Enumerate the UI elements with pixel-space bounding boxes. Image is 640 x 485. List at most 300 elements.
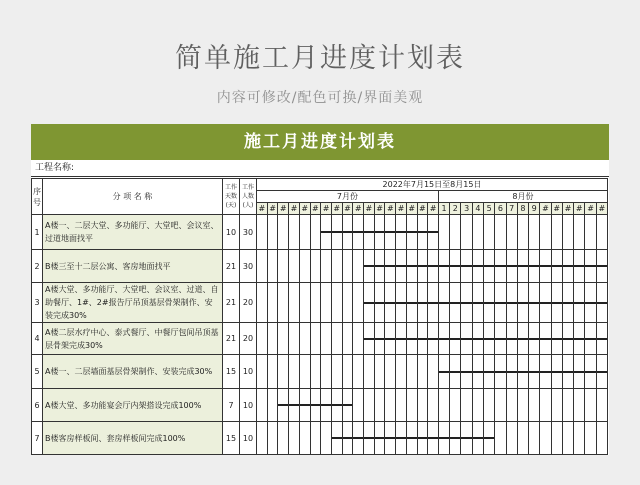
gantt-cell[interactable] [321, 389, 332, 422]
row-work-days-cell[interactable]: 10 [223, 215, 240, 250]
row-work-days-cell[interactable] [223, 455, 240, 456]
gantt-cell[interactable] [495, 250, 506, 283]
gantt-cell[interactable] [342, 323, 353, 355]
row-item-name-cell[interactable]: A楼大堂、多功能厅、大堂吧、会议室、过道、自助餐厅、1#、2#报告厅吊顶基层骨架制作、安装完成30% [43, 283, 223, 323]
gantt-cell[interactable] [562, 455, 573, 456]
gantt-cell[interactable] [596, 455, 607, 456]
gantt-cell[interactable] [406, 283, 417, 323]
gantt-cell[interactable] [299, 250, 310, 283]
gantt-cell[interactable] [585, 389, 596, 422]
gantt-cell[interactable] [529, 455, 540, 456]
gantt-cell[interactable] [331, 422, 342, 455]
gantt-cell[interactable] [472, 389, 483, 422]
gantt-cell[interactable] [517, 455, 528, 456]
gantt-cell[interactable] [364, 215, 375, 250]
gantt-cell[interactable] [585, 250, 596, 283]
gantt-cell[interactable] [506, 455, 517, 456]
gantt-cell[interactable] [438, 283, 449, 323]
gantt-cell[interactable] [551, 283, 562, 323]
gantt-progress-bar [596, 302, 607, 304]
gantt-cell[interactable] [267, 323, 278, 355]
gantt-cell[interactable] [289, 250, 300, 283]
gantt-cell[interactable] [461, 250, 472, 283]
gantt-cell[interactable] [257, 422, 268, 455]
gantt-cell[interactable] [299, 389, 310, 422]
gantt-cell[interactable] [484, 389, 495, 422]
gantt-cell[interactable] [406, 389, 417, 422]
gantt-cell[interactable] [342, 283, 353, 323]
gantt-cell[interactable] [321, 455, 332, 456]
gantt-cell[interactable] [299, 215, 310, 250]
gantt-cell[interactable] [257, 389, 268, 422]
gantt-cell[interactable] [450, 355, 461, 389]
gantt-cell[interactable] [267, 250, 278, 283]
gantt-cell[interactable] [585, 455, 596, 456]
gantt-cell[interactable] [585, 355, 596, 389]
gantt-cell[interactable] [374, 215, 385, 250]
gantt-cell[interactable] [331, 215, 342, 250]
gantt-cell[interactable] [562, 215, 573, 250]
gantt-cell[interactable] [406, 250, 417, 283]
gantt-cell[interactable] [406, 455, 417, 456]
gantt-cell[interactable] [417, 323, 428, 355]
gantt-cell[interactable] [310, 455, 321, 456]
gantt-cell[interactable] [331, 250, 342, 283]
gantt-cell[interactable] [438, 422, 449, 455]
gantt-progress-bar [374, 338, 385, 340]
row-item-name-cell[interactable]: B楼三至十二层公寓、客房地面找平 [43, 250, 223, 283]
gantt-cell[interactable] [495, 455, 506, 456]
gantt-progress-bar [406, 302, 417, 304]
gantt-cell[interactable] [299, 422, 310, 455]
gantt-cell[interactable] [428, 389, 439, 422]
gantt-cell[interactable] [289, 323, 300, 355]
row-workers-cell[interactable]: 10 [240, 422, 257, 455]
gantt-cell[interactable] [310, 283, 321, 323]
gantt-cell[interactable] [396, 422, 407, 455]
gantt-cell[interactable] [396, 355, 407, 389]
gantt-cell[interactable] [342, 250, 353, 283]
row-seq-cell[interactable]: 2 [32, 250, 43, 283]
gantt-cell[interactable] [438, 215, 449, 250]
gantt-cell[interactable] [495, 389, 506, 422]
gantt-cell[interactable] [364, 455, 375, 456]
gantt-cell[interactable] [438, 389, 449, 422]
row-item-name-cell[interactable] [43, 455, 223, 456]
gantt-cell[interactable] [540, 250, 551, 283]
gantt-cell[interactable] [540, 422, 551, 455]
gantt-cell[interactable] [385, 455, 396, 456]
gantt-cell[interactable] [551, 355, 562, 389]
gantt-cell[interactable] [406, 355, 417, 389]
gantt-cell[interactable] [331, 389, 342, 422]
gantt-cell[interactable] [310, 215, 321, 250]
gantt-cell[interactable] [585, 215, 596, 250]
gantt-cell[interactable] [574, 389, 585, 422]
gantt-cell[interactable] [472, 283, 483, 323]
gantt-cell[interactable] [596, 323, 607, 355]
gantt-progress-bar [484, 338, 495, 340]
gantt-cell[interactable] [506, 389, 517, 422]
gantt-cell[interactable] [396, 323, 407, 355]
gantt-cell[interactable] [321, 250, 332, 283]
gantt-cell[interactable] [257, 283, 268, 323]
gantt-cell[interactable] [574, 355, 585, 389]
gantt-cell[interactable] [551, 389, 562, 422]
gantt-cell[interactable] [551, 215, 562, 250]
gantt-cell[interactable] [517, 215, 528, 250]
gantt-cell[interactable] [506, 422, 517, 455]
gantt-cell[interactable] [278, 455, 289, 456]
gantt-cell[interactable] [596, 250, 607, 283]
gantt-cell[interactable] [385, 323, 396, 355]
gantt-progress-bar [551, 265, 562, 267]
gantt-cell[interactable] [353, 215, 364, 250]
gantt-cell[interactable] [321, 215, 332, 250]
gantt-cell[interactable] [472, 323, 483, 355]
row-workers-cell[interactable]: 30 [240, 215, 257, 250]
gantt-cell[interactable] [461, 215, 472, 250]
gantt-cell[interactable] [461, 455, 472, 456]
gantt-cell[interactable] [450, 455, 461, 456]
gantt-cell[interactable] [299, 283, 310, 323]
gantt-cell[interactable] [385, 283, 396, 323]
gantt-cell[interactable] [529, 355, 540, 389]
gantt-cell[interactable] [267, 355, 278, 389]
gantt-cell[interactable] [289, 389, 300, 422]
gantt-cell[interactable] [289, 422, 300, 455]
row-seq-cell[interactable] [32, 455, 43, 456]
gantt-cell[interactable] [364, 389, 375, 422]
gantt-cell[interactable] [517, 422, 528, 455]
gantt-cell[interactable] [353, 455, 364, 456]
gantt-cell[interactable] [385, 389, 396, 422]
row-work-days-cell[interactable]: 15 [223, 422, 240, 455]
gantt-cell[interactable] [396, 215, 407, 250]
gantt-cell[interactable] [278, 250, 289, 283]
gantt-cell[interactable] [310, 355, 321, 389]
gantt-cell[interactable] [321, 323, 332, 355]
row-workers-cell[interactable]: 30 [240, 250, 257, 283]
gantt-cell[interactable] [450, 283, 461, 323]
gantt-cell[interactable] [495, 283, 506, 323]
gantt-cell[interactable] [450, 389, 461, 422]
gantt-cell[interactable] [472, 455, 483, 456]
gantt-cell[interactable] [562, 323, 573, 355]
gantt-cell[interactable] [540, 355, 551, 389]
gantt-cell[interactable] [374, 355, 385, 389]
gantt-cell[interactable] [310, 422, 321, 455]
gantt-cell[interactable] [574, 455, 585, 456]
gantt-cell[interactable] [278, 422, 289, 455]
day-column-header: # [551, 203, 562, 215]
gantt-cell[interactable] [529, 215, 540, 250]
gantt-cell[interactable] [596, 215, 607, 250]
gantt-cell[interactable] [385, 250, 396, 283]
gantt-cell[interactable] [428, 422, 439, 455]
gantt-cell[interactable] [257, 455, 268, 456]
gantt-cell[interactable] [540, 455, 551, 456]
gantt-cell[interactable] [406, 422, 417, 455]
gantt-cell[interactable] [267, 389, 278, 422]
gantt-cell[interactable] [574, 422, 585, 455]
gantt-cell[interactable] [374, 323, 385, 355]
gantt-cell[interactable] [342, 455, 353, 456]
gantt-cell[interactable] [484, 355, 495, 389]
gantt-cell[interactable] [289, 455, 300, 456]
gantt-progress-bar [506, 338, 517, 340]
gantt-cell[interactable] [529, 422, 540, 455]
gantt-cell[interactable] [529, 389, 540, 422]
gantt-cell[interactable] [484, 283, 495, 323]
row-work-days-cell[interactable]: 21 [223, 283, 240, 323]
gantt-cell[interactable] [540, 389, 551, 422]
gantt-cell[interactable] [257, 323, 268, 355]
gantt-cell[interactable] [438, 250, 449, 283]
row-seq-cell[interactable]: 5 [32, 355, 43, 389]
gantt-cell[interactable] [551, 422, 562, 455]
gantt-cell[interactable] [529, 250, 540, 283]
gantt-cell[interactable] [472, 215, 483, 250]
row-seq-cell[interactable]: 6 [32, 389, 43, 422]
gantt-cell[interactable] [364, 283, 375, 323]
gantt-cell[interactable] [562, 355, 573, 389]
gantt-cell[interactable] [517, 355, 528, 389]
row-workers-cell[interactable]: 10 [240, 389, 257, 422]
gantt-cell[interactable] [406, 215, 417, 250]
gantt-cell[interactable] [374, 283, 385, 323]
gantt-cell[interactable] [461, 323, 472, 355]
gantt-cell[interactable] [428, 355, 439, 389]
row-work-days-cell[interactable]: 7 [223, 389, 240, 422]
row-workers-cell[interactable] [240, 455, 257, 456]
gantt-cell[interactable] [321, 355, 332, 389]
gantt-cell[interactable] [472, 355, 483, 389]
gantt-cell[interactable] [461, 283, 472, 323]
gantt-cell[interactable] [331, 355, 342, 389]
gantt-cell[interactable] [353, 323, 364, 355]
gantt-cell[interactable] [438, 355, 449, 389]
gantt-cell[interactable] [385, 215, 396, 250]
gantt-cell[interactable] [417, 283, 428, 323]
row-workers-cell[interactable]: 10 [240, 355, 257, 389]
gantt-progress-bar [342, 437, 353, 439]
gantt-cell[interactable] [484, 323, 495, 355]
gantt-cell[interactable] [461, 355, 472, 389]
gantt-cell[interactable] [574, 323, 585, 355]
gantt-cell[interactable] [374, 422, 385, 455]
gantt-cell[interactable] [331, 455, 342, 456]
gantt-cell[interactable] [417, 355, 428, 389]
gantt-cell[interactable] [289, 283, 300, 323]
day-column-header: 9 [529, 203, 540, 215]
gantt-cell[interactable] [450, 323, 461, 355]
gantt-cell[interactable] [517, 389, 528, 422]
row-seq-cell[interactable]: 4 [32, 323, 43, 355]
row-workers-cell[interactable]: 20 [240, 283, 257, 323]
gantt-cell[interactable] [517, 250, 528, 283]
gantt-cell[interactable] [450, 215, 461, 250]
gantt-cell[interactable] [374, 389, 385, 422]
gantt-cell[interactable] [438, 323, 449, 355]
row-item-name-cell[interactable]: A楼大堂、多功能宴会厅内架搭设完成100% [43, 389, 223, 422]
gantt-cell[interactable] [506, 283, 517, 323]
gantt-cell[interactable] [396, 283, 407, 323]
gantt-progress-bar [461, 302, 472, 304]
gantt-cell[interactable] [428, 455, 439, 456]
gantt-cell[interactable] [562, 250, 573, 283]
gantt-cell[interactable] [331, 323, 342, 355]
gantt-cell[interactable] [289, 215, 300, 250]
gantt-cell[interactable] [472, 422, 483, 455]
gantt-progress-bar [428, 437, 439, 439]
gantt-cell[interactable] [342, 215, 353, 250]
row-item-name-cell[interactable]: B楼客房样板间、套房样板间完成100% [43, 422, 223, 455]
gantt-cell[interactable] [310, 323, 321, 355]
row-item-name-cell[interactable]: A楼一、二层大堂、多功能厅、大堂吧、会议室、过道地面找平 [43, 215, 223, 250]
gantt-cell[interactable] [585, 323, 596, 355]
gantt-cell[interactable] [417, 215, 428, 250]
gantt-cell[interactable] [506, 215, 517, 250]
gantt-cell[interactable] [484, 422, 495, 455]
gantt-cell[interactable] [585, 422, 596, 455]
gantt-cell[interactable] [342, 389, 353, 422]
gantt-cell[interactable] [257, 215, 268, 250]
gantt-cell[interactable] [495, 355, 506, 389]
row-workers-cell[interactable]: 20 [240, 323, 257, 355]
gantt-cell[interactable] [517, 323, 528, 355]
row-seq-cell[interactable]: 1 [32, 215, 43, 250]
gantt-cell[interactable] [529, 323, 540, 355]
gantt-cell[interactable] [353, 389, 364, 422]
gantt-cell[interactable] [289, 355, 300, 389]
gantt-cell[interactable] [310, 250, 321, 283]
gantt-cell[interactable] [374, 455, 385, 456]
gantt-cell[interactable] [596, 422, 607, 455]
gantt-cell[interactable] [278, 283, 289, 323]
gantt-cell[interactable] [562, 389, 573, 422]
gantt-cell[interactable] [331, 283, 342, 323]
gantt-cell[interactable] [585, 283, 596, 323]
gantt-cell[interactable] [461, 389, 472, 422]
gantt-cell[interactable] [364, 323, 375, 355]
row-seq-cell[interactable]: 7 [32, 422, 43, 455]
gantt-cell[interactable] [450, 422, 461, 455]
gantt-cell[interactable] [428, 283, 439, 323]
gantt-cell[interactable] [342, 422, 353, 455]
row-work-days-cell[interactable]: 15 [223, 355, 240, 389]
gantt-cell[interactable] [385, 355, 396, 389]
gantt-cell[interactable] [450, 250, 461, 283]
gantt-cell[interactable] [484, 215, 495, 250]
row-item-name-cell[interactable]: A楼二层水疗中心、泰式餐厅、中餐厅包间吊顶基层骨架完成30% [43, 323, 223, 355]
gantt-cell[interactable] [461, 422, 472, 455]
gantt-cell[interactable] [484, 455, 495, 456]
gantt-cell[interactable] [562, 283, 573, 323]
gantt-cell[interactable] [321, 283, 332, 323]
gantt-cell[interactable] [438, 455, 449, 456]
gantt-cell[interactable] [417, 455, 428, 456]
gantt-cell[interactable] [299, 323, 310, 355]
gantt-cell[interactable] [342, 355, 353, 389]
gantt-cell[interactable] [278, 389, 289, 422]
gantt-cell[interactable] [353, 250, 364, 283]
gantt-cell[interactable] [299, 355, 310, 389]
gantt-cell[interactable] [596, 355, 607, 389]
gantt-cell[interactable] [417, 389, 428, 422]
gantt-cell[interactable] [517, 283, 528, 323]
gantt-progress-bar [495, 371, 506, 373]
gantt-cell[interactable] [278, 215, 289, 250]
gantt-cell[interactable] [417, 422, 428, 455]
gantt-cell[interactable] [540, 215, 551, 250]
gantt-cell[interactable] [396, 250, 407, 283]
gantt-cell[interactable] [428, 250, 439, 283]
gantt-cell[interactable] [551, 250, 562, 283]
gantt-cell[interactable] [484, 250, 495, 283]
gantt-cell[interactable] [310, 389, 321, 422]
gantt-cell[interactable] [396, 389, 407, 422]
gantt-cell[interactable] [540, 283, 551, 323]
gantt-cell[interactable] [596, 283, 607, 323]
row-work-days-cell[interactable]: 21 [223, 323, 240, 355]
gantt-cell[interactable] [506, 323, 517, 355]
gantt-cell[interactable] [428, 323, 439, 355]
gantt-cell[interactable] [574, 283, 585, 323]
gantt-cell[interactable] [353, 283, 364, 323]
gantt-cell[interactable] [267, 455, 278, 456]
gantt-cell[interactable] [406, 323, 417, 355]
gantt-cell[interactable] [353, 355, 364, 389]
gantt-cell[interactable] [551, 323, 562, 355]
gantt-cell[interactable] [364, 422, 375, 455]
gantt-cell[interactable] [495, 422, 506, 455]
gantt-cell[interactable] [299, 455, 310, 456]
gantt-cell[interactable] [596, 389, 607, 422]
gantt-cell[interactable] [267, 215, 278, 250]
gantt-cell[interactable] [495, 215, 506, 250]
gantt-cell[interactable] [396, 455, 407, 456]
gantt-cell[interactable] [417, 250, 428, 283]
gantt-cell[interactable] [364, 355, 375, 389]
gantt-cell[interactable] [574, 215, 585, 250]
gantt-cell[interactable] [428, 215, 439, 250]
gantt-cell[interactable] [506, 355, 517, 389]
gantt-cell[interactable] [257, 250, 268, 283]
gantt-cell[interactable] [385, 422, 396, 455]
gantt-cell[interactable] [540, 323, 551, 355]
gantt-cell[interactable] [267, 283, 278, 323]
row-seq-cell[interactable]: 3 [32, 283, 43, 323]
gantt-cell[interactable] [321, 422, 332, 455]
gantt-cell[interactable] [353, 422, 364, 455]
gantt-cell[interactable] [495, 323, 506, 355]
gantt-cell[interactable] [562, 422, 573, 455]
gantt-cell[interactable] [278, 355, 289, 389]
gantt-cell[interactable] [267, 422, 278, 455]
gantt-cell[interactable] [278, 323, 289, 355]
gantt-cell[interactable] [551, 455, 562, 456]
gantt-cell[interactable] [374, 250, 385, 283]
row-work-days-cell[interactable]: 21 [223, 250, 240, 283]
gantt-cell[interactable] [257, 355, 268, 389]
gantt-cell[interactable] [364, 250, 375, 283]
gantt-cell[interactable] [506, 250, 517, 283]
gantt-cell[interactable] [472, 250, 483, 283]
gantt-cell[interactable] [574, 250, 585, 283]
row-item-name-cell[interactable]: A楼一、二层墙面基层骨架制作、安装完成30% [43, 355, 223, 389]
gantt-cell[interactable] [529, 283, 540, 323]
